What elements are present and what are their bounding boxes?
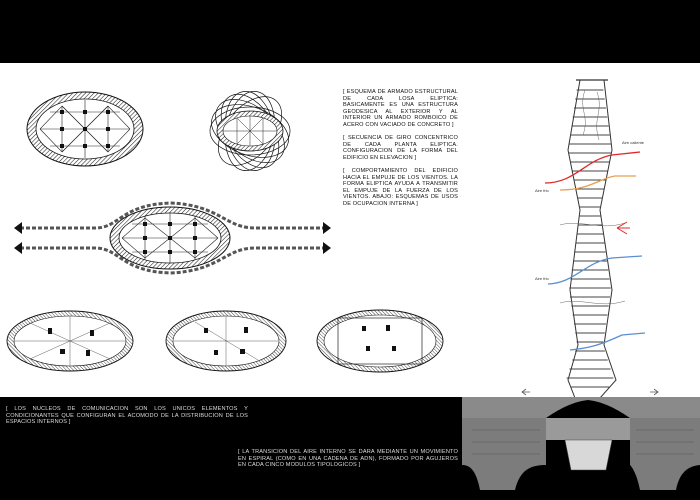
caption-rotation-sequence: [ SECUENCIA DE GIRO CONCENTRICO DE CADA PLANTA ELIPTICA. CONFIGURACION DE LA FORMA DEL EDIFICIO EN ELEVACION ] <box>343 135 458 161</box>
cold-air-label-1: Aire frio <box>535 188 549 193</box>
cold-air-base-flow <box>570 333 645 350</box>
tower-base-section <box>462 397 700 500</box>
tower-elevation <box>560 80 625 398</box>
red-arrow-markers <box>617 222 630 234</box>
occupancy-plan-1 <box>7 311 133 371</box>
caption-wind-behaviour: [ COMPORTAMIENTO DEL EDIFICIO HACIA EL EMPUJE DE LOS VIENTOS. LA FORMA ELIPTICA AYUDA A TRANSMITIR EL EMPUJE DE LA FUERZA DE LOS VIENTOS. ABAJO: ESQUEMAS DE USOS DE OCUPACION INTERNA ] <box>343 168 458 207</box>
geodesic-ellipse-plan <box>27 92 143 166</box>
wind-behaviour-diagram <box>14 203 331 273</box>
arrow-right-icon <box>650 389 658 395</box>
side-arrows <box>522 389 658 395</box>
caption-air-transition: [ LA TRANSICION DEL AIRE INTERNO SE DARA MEDIANTE UN MOVIMIENTO EN ESPIRAL (COMO EN UNA CADENA DE ADN), FORMADO POR AGUJEROS EN CADA CINCO MODULOS TIPOLOGICOS ] <box>238 449 458 469</box>
air-flow-lines <box>545 152 645 350</box>
occupancy-plan-2 <box>166 311 286 371</box>
warm-air-upper-flow <box>560 176 636 190</box>
rotation-sequence-ellipses <box>204 84 296 177</box>
hot-air-upper-flow <box>545 152 640 183</box>
caption-geodesic-structure: [ ESQUEMA DE ARMADO ESTRUCTURAL DE CADA LOSA ELIPTICA: BASICAMENTE ES UNA ESTRUCTURA GEODESICA AL EXTERIOR Y AL INTERIOR UN ARMADO ROMBOICO DE ACERO CON VACIADO DE CONCRETO ] <box>343 89 458 128</box>
caption-communication-cores: [ LOS NUCLEOS DE COMUNICACION SON LOS UNICOS ELEMENTOS Y CONDICIONANTES QUE CONFIGURAN EL ACOMODO DE LA DISTRIBUCION DE LOS ESPACIOS INTERNOS ] <box>6 406 248 426</box>
hot-air-label: Aire caliente <box>622 140 645 145</box>
arrow-left-icon <box>522 389 530 395</box>
occupancy-plan-3 <box>317 310 443 372</box>
arrow-icon <box>617 222 630 234</box>
cold-air-label-2: Aire frio <box>535 276 549 281</box>
